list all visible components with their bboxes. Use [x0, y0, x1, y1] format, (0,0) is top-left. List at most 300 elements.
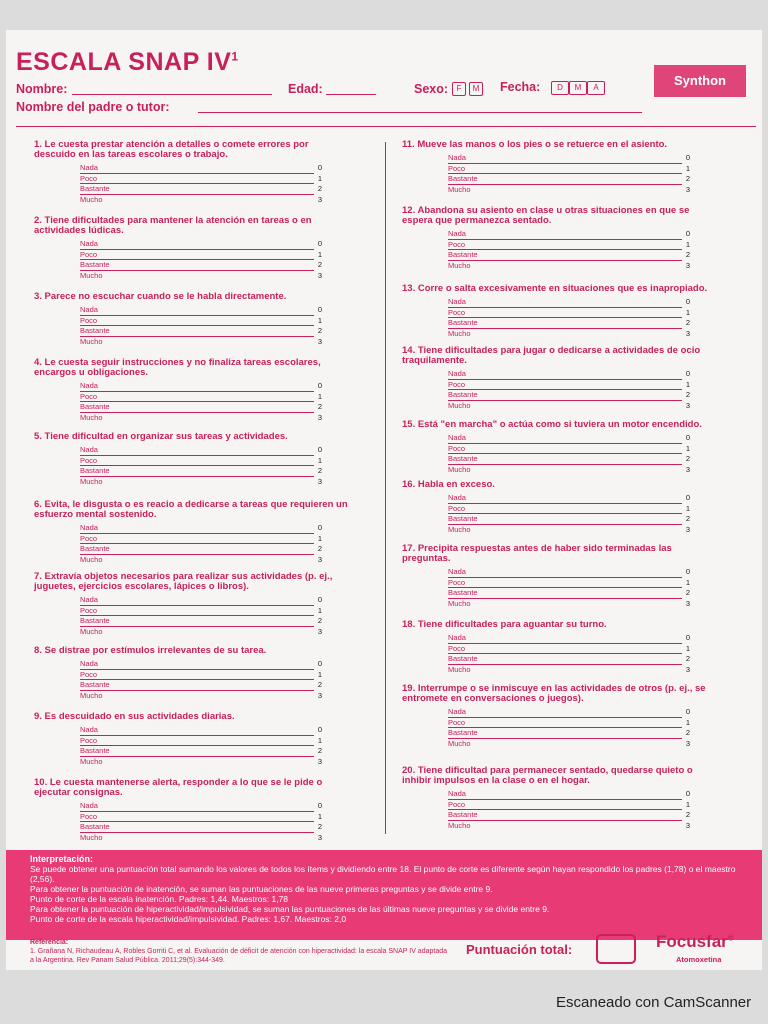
question-text: 11. Mueve las manos o los pies o se retuerce en el asiento. — [402, 139, 668, 150]
answer-option-label: Nada — [80, 445, 314, 456]
answer-option[interactable] — [448, 588, 694, 599]
answer-option[interactable] — [80, 195, 326, 206]
answer-option[interactable] — [448, 810, 694, 821]
answer-option[interactable] — [448, 728, 694, 739]
answer-option-label: Bastante — [80, 260, 314, 271]
answer-options — [448, 493, 694, 535]
answer-option-value: 3 — [685, 464, 691, 474]
answer-option-label: Mucho — [448, 260, 471, 270]
answer-option-value: 2 — [685, 390, 691, 399]
interpretation-box — [6, 850, 762, 940]
answer-option-label: Mucho — [448, 820, 471, 830]
answer-option-label: Mucho — [448, 524, 471, 534]
answer-option-label: Nada — [80, 595, 314, 606]
answer-option-label: Nada — [448, 153, 682, 164]
answer-option-value: 1 — [317, 533, 323, 543]
answer-option-value: 2 — [317, 544, 323, 553]
answer-option-label: Mucho — [448, 184, 471, 194]
answer-option-label: Mucho — [80, 476, 103, 486]
answer-option[interactable] — [80, 725, 326, 736]
answer-option-value: 1 — [317, 455, 323, 465]
answer-option-label: Bastante — [448, 654, 682, 665]
answer-option-label: Mucho — [80, 832, 103, 842]
answer-option-label: Bastante — [448, 250, 682, 261]
answer-option[interactable] — [80, 680, 326, 691]
answer-option-value: 2 — [317, 326, 323, 335]
answer-option-value: 0 — [317, 725, 323, 734]
date-label: Fecha: — [500, 80, 541, 94]
answer-options — [448, 567, 694, 609]
name-label: Nombre: — [16, 82, 68, 96]
answer-option-value: 3 — [317, 756, 323, 766]
answer-option-label: Poco — [448, 240, 682, 251]
answer-option[interactable] — [80, 260, 326, 271]
answer-option-label: Mucho — [80, 554, 103, 564]
question-text: 8. Se distrae por estímulos irrelevantes de su tarea. — [34, 645, 267, 656]
answer-option-value: 3 — [317, 412, 323, 422]
answer-option-value: 2 — [685, 588, 691, 597]
question-text: 14. Tiene dificultades para jugar o dedicarse a actividades de ocio traquilamente. — [402, 345, 701, 366]
answer-option[interactable] — [80, 523, 326, 534]
answer-option[interactable] — [80, 801, 326, 812]
answer-option-value: 0 — [685, 433, 691, 442]
answer-options — [448, 633, 694, 675]
question-item — [34, 358, 349, 423]
answer-option[interactable] — [448, 318, 694, 329]
answer-option-label: Poco — [80, 736, 314, 747]
answer-option-value: 0 — [317, 801, 323, 810]
tutor-field[interactable] — [198, 112, 642, 113]
question-text: 16. Habla en exceso. — [402, 479, 495, 490]
interpretation-line: Para obtener la puntuación de inatención, se suman las puntuaciones de las nueve primeras preguntas y se divide entre 9. — [30, 884, 493, 894]
question-item — [34, 646, 349, 701]
answer-option[interactable] — [448, 633, 694, 644]
answer-options — [80, 305, 326, 347]
answer-option-value: 1 — [685, 577, 691, 587]
answer-option[interactable] — [448, 567, 694, 578]
answer-options — [448, 707, 694, 749]
tutor-label: Nombre del padre o tutor: — [16, 100, 170, 114]
answer-option-value: 0 — [685, 567, 691, 576]
question-text: 3. Parece no escuchar cuando se le habla directamente. — [34, 291, 287, 302]
answer-option[interactable] — [448, 297, 694, 308]
answer-option[interactable] — [448, 240, 694, 251]
name-field[interactable] — [72, 94, 272, 95]
answer-option-value: 3 — [685, 820, 691, 830]
answer-option[interactable] — [448, 789, 694, 800]
answer-option-label: Bastante — [80, 680, 314, 691]
answer-option-value: 3 — [317, 626, 323, 636]
question-text: 19. Interrumpe o se inmiscuye en las actividades de otros (p. ej., se entromete en conversaciones o juegos). — [402, 683, 706, 704]
answer-option-label: Bastante — [80, 822, 314, 833]
question-item — [402, 206, 717, 271]
answer-option-label: Bastante — [448, 588, 682, 599]
answer-option[interactable] — [80, 736, 326, 747]
answer-option-label: Mucho — [448, 664, 471, 674]
answer-options — [80, 725, 326, 767]
answer-option-label: Mucho — [80, 626, 103, 636]
answer-option-value: 3 — [317, 270, 323, 280]
scanner-watermark: Escaneado con CamScanner — [556, 994, 752, 1011]
answer-option[interactable] — [80, 616, 326, 627]
answer-option-value: 2 — [317, 184, 323, 193]
answer-option-label: Nada — [448, 433, 682, 444]
answer-option-value: 2 — [685, 174, 691, 183]
question-item — [402, 140, 717, 195]
answer-option-value: 3 — [685, 400, 691, 410]
answer-option-label: Bastante — [448, 318, 682, 329]
question-text: 5. Tiene dificultad en organizar sus tareas y actividades. — [34, 431, 288, 442]
answer-option-label: Poco — [448, 644, 682, 655]
answer-option[interactable] — [80, 250, 326, 261]
answer-option-value: 1 — [317, 173, 323, 183]
answer-options — [448, 153, 694, 195]
answer-option-label: Nada — [80, 381, 314, 392]
answer-option[interactable] — [80, 812, 326, 823]
question-item — [402, 544, 717, 609]
answer-option[interactable] — [80, 555, 326, 566]
answer-options — [80, 239, 326, 281]
date-year-box[interactable]: A — [587, 81, 605, 95]
answer-option[interactable] — [80, 456, 326, 467]
answer-option-value: 0 — [317, 381, 323, 390]
answer-option[interactable] — [80, 627, 326, 638]
answer-option-value: 2 — [317, 746, 323, 755]
answer-options — [80, 659, 326, 701]
answer-option-label: Mucho — [448, 738, 471, 748]
answer-option-value: 1 — [685, 307, 691, 317]
answer-option[interactable] — [448, 821, 694, 832]
focusfar-subtitle: Atomoxetina — [676, 955, 722, 964]
answer-option[interactable] — [80, 174, 326, 185]
synthon-logo: Synthon — [654, 65, 746, 97]
answer-option[interactable] — [448, 599, 694, 610]
answer-option-label: Bastante — [448, 174, 682, 185]
date-month-box[interactable]: M — [569, 81, 587, 95]
answer-option-value: 0 — [317, 523, 323, 532]
answer-option-value: 1 — [685, 503, 691, 513]
answer-option-value: 0 — [317, 445, 323, 454]
answer-option-label: Poco — [448, 380, 682, 391]
question-item — [34, 500, 349, 565]
answer-option[interactable] — [80, 606, 326, 617]
reference — [30, 938, 450, 965]
answer-option[interactable] — [448, 454, 694, 465]
interpretation-line: Punto de corte de la escala inatención. Padres: 1,44. Maestros: 1,78 — [30, 894, 288, 904]
answer-option-label: Bastante — [80, 402, 314, 413]
answer-option[interactable] — [80, 833, 326, 844]
answer-option[interactable] — [448, 369, 694, 380]
answer-option-label: Poco — [80, 250, 314, 261]
answer-option-label: Nada — [80, 659, 314, 670]
answer-option[interactable] — [448, 164, 694, 175]
answer-option-label: Mucho — [80, 412, 103, 422]
answer-option-label: Bastante — [448, 810, 682, 821]
answer-option[interactable] — [80, 746, 326, 757]
reference-text: 1. Grañana N, Richaudeau A, Robles Gorriti C, et al. Evaluación de déficit de atención con hiperactividad: la escala SNAP IV adaptada a la Argentina. Rev Panam Salud Pública. 2011;29(5):344-349. — [30, 948, 448, 964]
answer-option-value: 2 — [317, 260, 323, 269]
answer-option-label: Nada — [80, 523, 314, 534]
answer-option-label: Mucho — [448, 400, 471, 410]
question-item — [34, 216, 349, 281]
answer-option[interactable] — [80, 413, 326, 424]
answer-option[interactable] — [448, 229, 694, 240]
answer-option-value: 0 — [685, 789, 691, 798]
answer-option[interactable] — [448, 504, 694, 515]
answer-option-value: 2 — [685, 654, 691, 663]
answer-option-label: Poco — [448, 444, 682, 455]
interpretation-heading: Interpretación: — [30, 854, 94, 864]
reference-heading: Referencia: — [30, 939, 69, 946]
answer-option-value: 0 — [685, 369, 691, 378]
answer-option[interactable] — [80, 544, 326, 555]
answer-option[interactable] — [80, 659, 326, 670]
answer-option[interactable] — [80, 402, 326, 413]
answer-option[interactable] — [448, 525, 694, 536]
sex-option-f[interactable]: F — [452, 82, 466, 96]
answer-option-label: Poco — [80, 812, 314, 823]
answer-option-value: 3 — [317, 476, 323, 486]
answer-option-label: Bastante — [80, 184, 314, 195]
answer-option-value: 3 — [685, 260, 691, 270]
question-text: 2. Tiene dificultades para mantener la atención en tareas o en actividades lúdicas. — [34, 215, 312, 236]
question-text: 4. Le cuesta seguir instrucciones y no finaliza tareas escolares, encargos u obligaciones. — [34, 357, 321, 378]
answer-option[interactable] — [80, 163, 326, 174]
answer-option-label: Nada — [448, 567, 682, 578]
answer-option[interactable] — [80, 757, 326, 768]
answer-option[interactable] — [448, 718, 694, 729]
answer-option-label: Poco — [448, 504, 682, 515]
answer-option-label: Poco — [448, 578, 682, 589]
answer-option-value: 3 — [685, 524, 691, 534]
answer-option[interactable] — [80, 477, 326, 488]
focusfar-logo: Focusfar® — [656, 932, 734, 951]
answer-option-value: 1 — [685, 799, 691, 809]
question-item — [402, 480, 717, 535]
answer-option[interactable] — [448, 654, 694, 665]
answer-option[interactable] — [448, 380, 694, 391]
answer-option[interactable] — [80, 381, 326, 392]
answer-option-value: 3 — [685, 598, 691, 608]
answer-option[interactable] — [80, 326, 326, 337]
answer-option-label: Nada — [448, 369, 682, 380]
answer-option[interactable] — [448, 465, 694, 476]
answer-option-label: Poco — [448, 800, 682, 811]
answer-option-value: 2 — [317, 680, 323, 689]
answer-option[interactable] — [448, 185, 694, 196]
answer-option[interactable] — [448, 707, 694, 718]
total-score-label: Puntuación total: — [466, 942, 573, 957]
sex-label: Sexo: — [414, 82, 449, 96]
header-divider — [16, 126, 756, 127]
answer-option-value: 2 — [685, 454, 691, 463]
answer-option-label: Poco — [80, 606, 314, 617]
answer-option-value: 3 — [317, 336, 323, 346]
answer-option[interactable] — [80, 466, 326, 477]
answer-option[interactable] — [80, 670, 326, 681]
answer-option-value: 3 — [317, 554, 323, 564]
answer-option[interactable] — [80, 595, 326, 606]
question-item — [34, 432, 349, 487]
question-text: 13. Corre o salta excesivamente en situaciones que es inapropiado. — [402, 283, 708, 294]
question-item — [402, 684, 717, 749]
age-field[interactable] — [326, 94, 376, 95]
answer-option-label: Bastante — [448, 514, 682, 525]
page-title: ESCALA SNAP $IV^1$ — [16, 48, 239, 76]
answer-option-label: Bastante — [80, 746, 314, 757]
question-text: 6. Evita, le disgusta o es reacio a dedicarse a tareas que requieren un esfuerzo mental sostenido. — [34, 499, 348, 520]
question-text: 12. Abandona su asiento en clase u otras situaciones en que se espera que permanezca sentado. — [402, 205, 690, 226]
answer-option-value: 1 — [317, 391, 323, 401]
answer-option[interactable] — [448, 390, 694, 401]
answer-option[interactable] — [448, 433, 694, 444]
answer-option-value: 0 — [317, 659, 323, 668]
question-item — [402, 346, 717, 411]
answer-option[interactable] — [80, 691, 326, 702]
answer-option-value: 0 — [317, 595, 323, 604]
answer-option-label: Bastante — [448, 390, 682, 401]
answer-option-value: 2 — [685, 514, 691, 523]
answer-option-value: 2 — [685, 250, 691, 259]
answer-option-label: Nada — [80, 725, 314, 736]
answer-option-label: Mucho — [448, 464, 471, 474]
answer-option-value: 3 — [685, 184, 691, 194]
answer-option[interactable] — [80, 337, 326, 348]
age-label: Edad: — [288, 82, 323, 96]
answer-option[interactable] — [80, 445, 326, 456]
answer-option-label: Poco — [80, 174, 314, 185]
answer-option[interactable] — [448, 578, 694, 589]
answer-option-value: 1 — [317, 605, 323, 615]
answer-option-label: Nada — [448, 789, 682, 800]
answer-option[interactable] — [448, 401, 694, 412]
answer-option-value: 0 — [685, 633, 691, 642]
answer-option-value: 3 — [685, 738, 691, 748]
answer-option-value: 2 — [685, 810, 691, 819]
answer-option-value: 0 — [317, 163, 323, 172]
answer-option[interactable] — [448, 739, 694, 750]
answer-option-value: 0 — [317, 239, 323, 248]
answer-options — [80, 801, 326, 843]
answer-option-value: 1 — [685, 443, 691, 453]
answer-option[interactable] — [448, 665, 694, 676]
answer-option[interactable] — [80, 316, 326, 327]
question-item — [402, 284, 717, 339]
answer-option[interactable] — [80, 392, 326, 403]
answer-options — [80, 163, 326, 205]
answer-options — [448, 433, 694, 475]
question-item — [402, 420, 717, 475]
answer-option-value: 0 — [685, 493, 691, 502]
answer-option-label: Nada — [80, 239, 314, 250]
questionnaire-sheet — [6, 30, 762, 970]
question-item — [34, 778, 349, 843]
answer-option-value: 3 — [685, 328, 691, 338]
answer-option[interactable] — [448, 493, 694, 504]
answer-option[interactable] — [448, 329, 694, 340]
answer-option-value: 2 — [317, 822, 323, 831]
answer-option-value: 1 — [317, 669, 323, 679]
answer-option[interactable] — [80, 184, 326, 195]
answer-options — [80, 523, 326, 565]
answer-option-label: Nada — [448, 633, 682, 644]
answer-option-value: 3 — [685, 664, 691, 674]
question-text: 17. Precipita respuestas antes de haber sido terminadas las preguntas. — [402, 543, 672, 564]
answer-options — [80, 595, 326, 637]
question-item — [34, 572, 349, 637]
answer-option[interactable] — [448, 261, 694, 272]
answer-option-value: 3 — [317, 690, 323, 700]
answer-option-value: 0 — [685, 153, 691, 162]
answer-option-label: Mucho — [80, 336, 103, 346]
answer-option-label: Nada — [448, 297, 682, 308]
answer-option[interactable] — [448, 308, 694, 319]
answer-option-label: Bastante — [80, 466, 314, 477]
answer-options — [448, 297, 694, 339]
answer-option-label: Bastante — [80, 544, 314, 555]
date-day-box[interactable]: D — [551, 81, 569, 95]
answer-option[interactable] — [448, 644, 694, 655]
answer-option[interactable] — [80, 271, 326, 282]
answer-option-value: 1 — [317, 315, 323, 325]
question-item — [34, 140, 349, 205]
answer-option[interactable] — [80, 822, 326, 833]
answer-option-label: Poco — [80, 670, 314, 681]
answer-option-label: Poco — [448, 308, 682, 319]
question-text: 15. Está "en marcha" o actúa como si tuviera un motor encendido. — [402, 419, 702, 430]
answer-option-label: Bastante — [80, 326, 314, 337]
answer-option-value: 0 — [685, 297, 691, 306]
answer-option[interactable] — [448, 250, 694, 261]
answer-option-label: Mucho — [80, 756, 103, 766]
answer-option-value: 1 — [685, 379, 691, 389]
column-divider — [385, 142, 386, 834]
answer-option-value: 2 — [317, 402, 323, 411]
total-score-box[interactable] — [596, 934, 636, 964]
answer-option[interactable] — [80, 239, 326, 250]
answer-option-label: Nada — [448, 229, 682, 240]
answer-option[interactable] — [448, 444, 694, 455]
answer-option-value: 1 — [317, 249, 323, 259]
answer-option[interactable] — [448, 153, 694, 164]
answer-option-value: 2 — [317, 616, 323, 625]
answer-option[interactable] — [448, 174, 694, 185]
sex-option-m[interactable]: M — [469, 82, 483, 96]
question-item — [402, 766, 717, 831]
answer-option[interactable] — [448, 800, 694, 811]
answer-option[interactable] — [80, 534, 326, 545]
interpretation-line: Se puede obtener una puntuación total sumando los valores de todos los ítems y dividiendo entre 18. El punto de corte es diferente según hayan respondido los padres (1,78) o el maestro (2,56). — [30, 864, 736, 884]
answer-option[interactable] — [80, 305, 326, 316]
question-item — [34, 292, 349, 347]
answer-option-label: Mucho — [80, 270, 103, 280]
answer-option-value: 1 — [317, 735, 323, 745]
answer-option-label: Mucho — [448, 328, 471, 338]
interpretation-line: Punto de corte de la escala hiperactividad/impulsividad. Padres: 1,67. Maestros: 2,0 — [30, 914, 347, 924]
answer-option-value: 2 — [685, 728, 691, 737]
question-text: 7. Extravía objetos necesarios para realizar sus actividades (p. ej., juguetes, ejercicios escolares, lápices o libros). — [34, 571, 333, 592]
answer-option-value: 1 — [685, 163, 691, 173]
answer-option-label: Nada — [80, 163, 314, 174]
answer-option-label: Poco — [80, 456, 314, 467]
answer-option-value: 1 — [685, 717, 691, 727]
answer-option-value: 0 — [685, 229, 691, 238]
answer-option-value: 1 — [317, 811, 323, 821]
question-text: 20. Tiene dificultad para permanecer sentado, quedarse quieto o inhibir impulsos en la clase o en el hogar. — [402, 765, 693, 786]
answer-option-label: Mucho — [80, 194, 103, 204]
answer-option[interactable] — [448, 514, 694, 525]
answer-option-value: 3 — [317, 194, 323, 204]
